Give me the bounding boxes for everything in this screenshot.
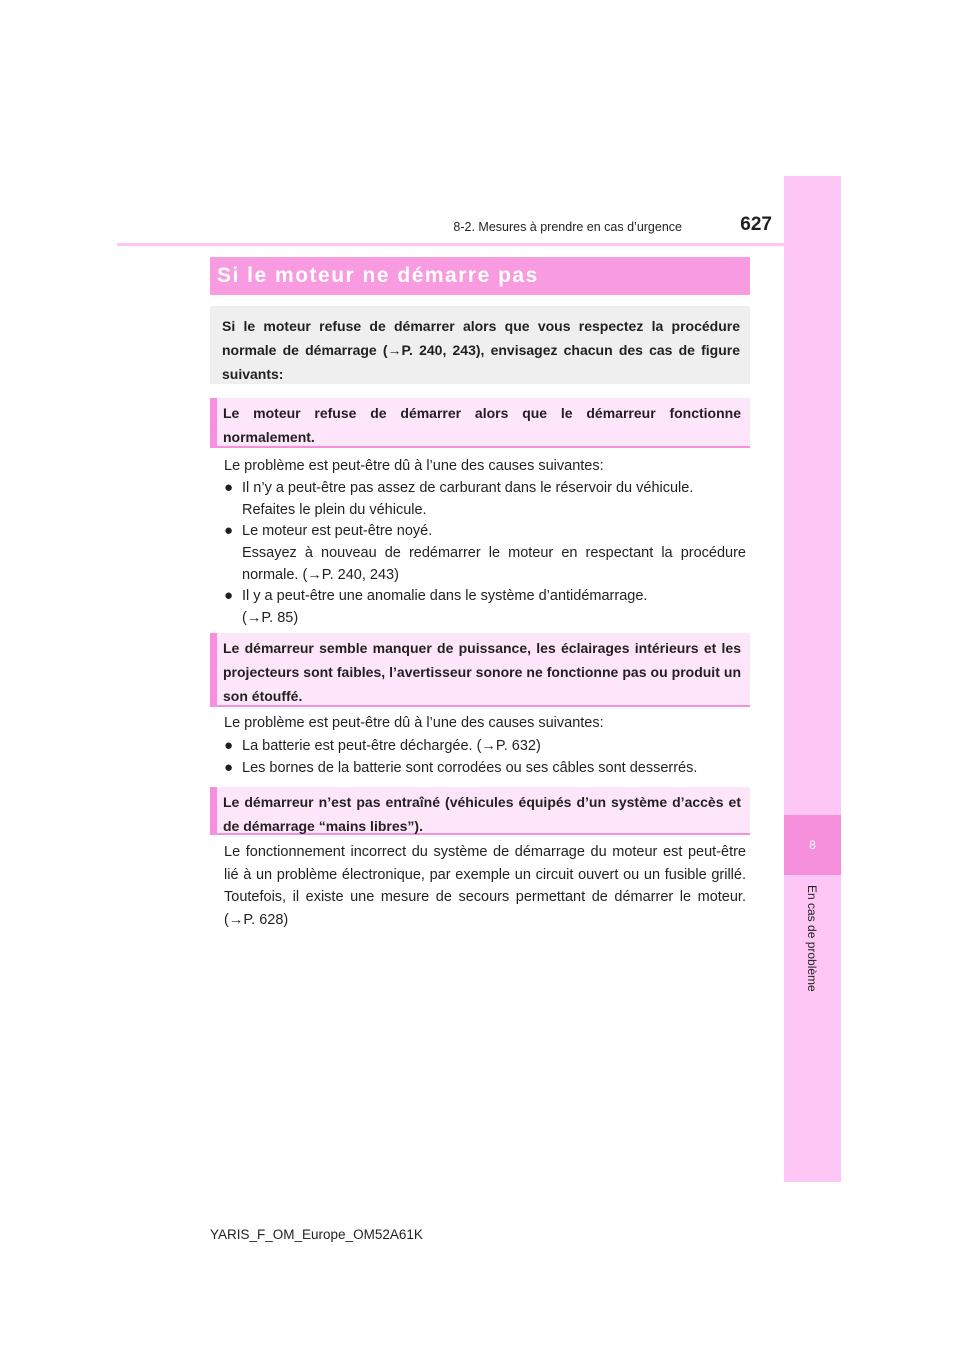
document-code: YARIS_F_OM_Europe_OM52A61K: [210, 1227, 423, 1242]
list-item: [224, 585, 746, 629]
list-item-text: La batterie est peut-être déchargée. (→P. 632): [242, 738, 541, 754]
section-1-lead: Le problème est peut-être dû à l’une des causes suivantes:: [224, 458, 604, 474]
list-item-text: Les bornes de la batterie sont corrodées ou ses câbles sont desserrés.: [242, 760, 698, 776]
subheading-text: Le démarreur n’est pas entraîné (véhicules équipés d’un système d’accès et de démarrage “mains libres”).: [223, 794, 741, 834]
list-item-detail: Essayez à nouveau de redémarrer le moteur en respectant la procédure normale. (→P. 240, 243): [242, 545, 746, 583]
chapter-number-tab[interactable]: 8: [784, 815, 841, 875]
subheading-starter-not-driven: [210, 787, 750, 835]
bullet-icon: ●: [224, 522, 234, 539]
section-3-body: Le fonctionnement incorrect du système de démarrage du moteur est peut-être lié à un problème électronique, par exemple un circuit ouvert ou un fusible grillé. Toutefois, il existe une mesure de secours permettant de démarrer le moteur. (→P. 628): [224, 844, 746, 928]
list-item-detail: (→P. 85): [242, 610, 299, 626]
page-number: 627: [740, 214, 772, 235]
bullet-icon: ●: [224, 587, 234, 604]
list-item: [224, 520, 746, 586]
list-item-text: Il y a peut-être une anomalie dans le système d’antidémarrage.: [242, 588, 648, 604]
list-item: [224, 477, 746, 521]
bullet-icon: ●: [224, 737, 234, 754]
list-item-text: Il n’y a peut-être pas assez de carburant dans le réservoir du véhicule.: [242, 480, 694, 496]
list-item-text: Le moteur est peut-être noyé.: [242, 523, 433, 539]
subheading-text: Le moteur refuse de démarrer alors que le démarreur fonctionne normalement.: [223, 405, 741, 445]
list-item: [224, 735, 746, 757]
section-breadcrumb: 8-2. Mesures à prendre en cas d’urgence: [453, 220, 682, 234]
intro-box: [210, 306, 750, 384]
list-item-detail: Refaites le plein du véhicule.: [242, 502, 427, 518]
subheading-weak-starter: [210, 633, 750, 707]
section-2-lead: Le problème est peut-être dû à l’une des causes suivantes:: [224, 715, 604, 731]
subheading-engine-no-start: [210, 398, 750, 448]
chapter-label: En cas de problème: [805, 885, 819, 992]
side-tab: [784, 176, 841, 1182]
bullet-icon: ●: [224, 759, 234, 776]
page-title-text: Si le moteur ne démarre pas: [217, 264, 539, 287]
intro-text: Si le moteur refuse de démarrer alors que vous respectez la procédure normale de démarrage (→P. 240, 243), envisagez chacun des cas de figure suivants:: [222, 318, 740, 382]
page-title: [210, 257, 750, 295]
bullet-icon: ●: [224, 479, 234, 496]
subheading-text: Le démarreur semble manquer de puissance, les éclairages intérieurs et les projecteurs sont faibles, l’avertisseur sonore ne fonctionne pas ou produit un son étouffé.: [223, 640, 741, 704]
list-item: [224, 757, 746, 779]
header-divider: [117, 243, 784, 246]
